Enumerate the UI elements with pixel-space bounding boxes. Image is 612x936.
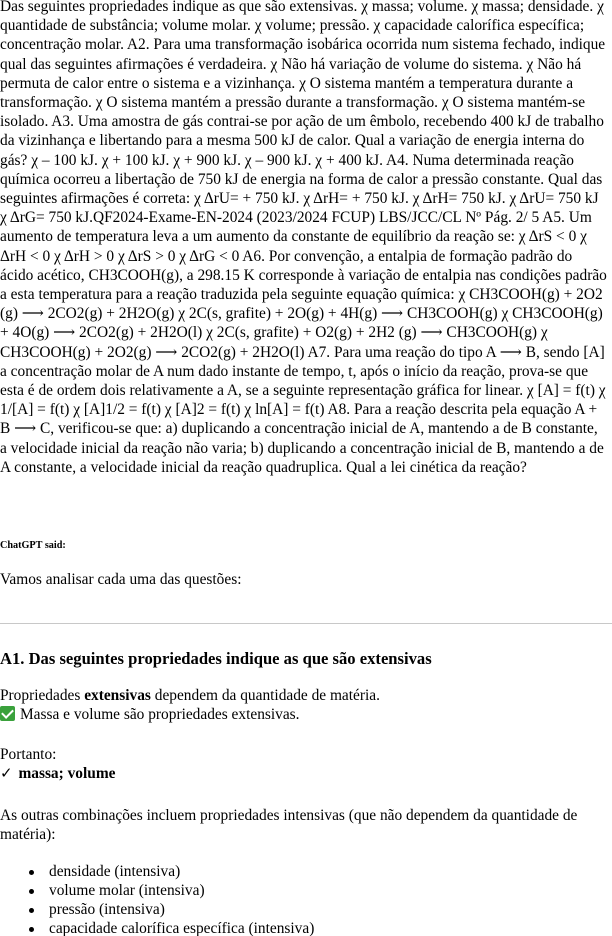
section-divider — [0, 623, 612, 624]
definition-suffix: dependem da quantidade de matéria. — [150, 687, 380, 704]
section-heading: A1. Das seguintes propriedades indique as que são extensivas — [0, 649, 432, 668]
conclusion-label: Portanto: — [0, 746, 57, 763]
extensive-definition-line — [0, 686, 610, 705]
list-item: capacidade calorífica específica (intensiva) — [0, 919, 314, 936]
list-item: pressão (intensiva) — [0, 900, 314, 919]
checked-statement — [0, 705, 610, 724]
definition-bold-term: extensivas — [84, 687, 151, 704]
list-item: densidade (intensiva) — [0, 862, 314, 881]
check-mark-icon: ✓ — [0, 764, 13, 782]
assistant-label: ChatGPT said: — [0, 540, 66, 551]
assistant-intro: Vamos analisar cada uma das questões: — [0, 571, 242, 588]
definition-prefix: Propriedades — [0, 687, 85, 704]
answer-text: massa; volume — [18, 765, 116, 782]
user-prompt-text: Das seguintes propriedades indique as que são extensivas. χ massa; volume. χ massa; densidade. χ quantidade de substância; volume molar. χ volume; pressão. χ capacidade calorífica específica; concentração molar. A2. Para uma transformação isobárica ocorrida num sistema fechado, indique qual das seguintes afirmações é verdadeira. χ Não há variação de volume do sistema. χ Não há permuta de calor entre o sistema e a vizinhança. χ O sistema mantém a temperatura durante a transformação. χ O sistema mantém a pressão durante a transformação. χ O sistema mantém-se isolado. A3. Uma amostra de gás contrai-se por ação de um êmbolo, recebendo 400 kJ de trabalho da vizinhança e libertando para a mesma 500 kJ de calor. Qual a variação de energia interna do gás? χ – 100 kJ. χ + 100 kJ. χ + 900 kJ. χ – 900 kJ. χ + 400 kJ. A4. Numa determinada reação química ocorreu a libertação de 750 kJ de energia na forma de calor a pressão constante. Qual das seguintes afirmações é correta: χ ΔrU= + 750 kJ. χ ΔrH= + 750 kJ. χ ΔrH= 750 kJ. χ ΔrU= 750 kJ χ ΔrG= 750 kJ.QF2024-Exame-EN-2024 (2023/2024 FCUP) LBS/JCC/CL Nº Pág. 2/ 5 A5. Um aumento de temperatura leva a um aumento da constante de equilíbrio da reação se: χ ΔrS < 0 χ ΔrH < 0 χ ΔrH > 0 χ ΔrS > 0 χ ΔrG < 0 A6. Por convenção, a entalpia de formação padrão do ácido acético, CH3COOH(g), a 298.15 K corresponde à variação de entalpia nas condições padrão a esta temperatura para a reação traduzida pela seguinte equação química: χ CH3COOH(g) + 2O2 (g) ⟶ 2CO2(g) + 2H2O(g) χ 2C(s, grafite) + 2O(g) + 4H(g) ⟶ CH3COOH(g) χ CH3COOH(g) + 4O(g) ⟶ 2CO2(g) + 2H2O(l) χ 2C(s, grafite) + O2(g) + 2H2 (g) ⟶ CH3COOH(g) χ CH3COOH(g) + 2O2(g) ⟶ 2CO2(g) + 2H2O(l) A7. Para uma reação do tipo A ⟶ B, sendo [A] a concentração molar de A num dado instante de tempo, t, após o início da reação, prova-se que esta é de ordem dois relativamente a A, se a seguinte representação gráfica for linear. χ [A] = f(t) χ 1/[A] = f(t) χ [A]1/2 = f(t) χ [A]2 = f(t) χ ln[A] = f(t) A8. Para a reação descrita pela equação A + B ⟶ C, verificou-se que: a) duplicando a concentração inicial de A, mantendo a de B constante, a velocidade inicial da reação não varia; b) duplicando a concentração inicial de B, mantendo a de A constante, a velocidade inicial da reação quadruplica. Qual a lei cinética da reação? — [0, 0, 607, 476]
extensive-explanation — [0, 686, 610, 724]
list-item: volume molar (intensiva) — [0, 881, 314, 900]
intensive-properties-list — [0, 862, 314, 936]
intensive-intro: As outras combinações incluem propriedades intensivas (que não dependem da quantidade de matéria): — [0, 807, 578, 843]
green-check-icon — [0, 706, 15, 721]
conclusion-block — [0, 745, 610, 783]
checked-statement-text: Massa e volume são propriedades extensivas. — [20, 706, 300, 723]
conclusion-answer — [0, 764, 610, 783]
